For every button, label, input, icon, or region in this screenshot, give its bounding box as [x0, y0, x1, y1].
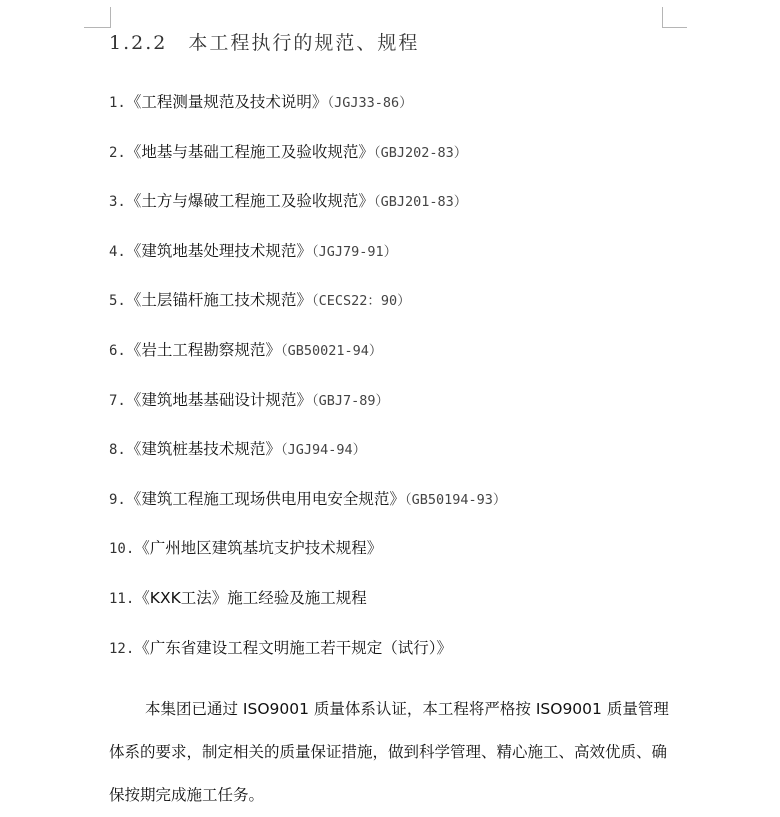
item-title: 《广东省建设工程文明施工若干规定（试行）》 — [134, 638, 453, 657]
margin-corner-right — [662, 7, 687, 28]
item-number: 1. — [109, 95, 126, 111]
item-title: 《土层锚杆施工技术规范》 — [125, 291, 312, 310]
list-item — [109, 536, 506, 586]
item-number: 6. — [109, 342, 126, 359]
item-title: 《建筑地基处理技术规范》 — [125, 241, 312, 260]
item-title: 《KXK工法》施工经验及施工规程 — [134, 588, 367, 607]
list-item — [109, 189, 506, 239]
list-item — [109, 338, 506, 388]
list-item — [109, 388, 506, 438]
section-heading: 1.2.2 本工程执行的规范、规程 — [109, 32, 420, 54]
item-code: （GBJ201-83） — [373, 194, 468, 211]
item-code: （GB50021-94） — [280, 342, 383, 359]
list-item — [109, 239, 506, 289]
item-number: 8. — [109, 442, 126, 459]
item-code: （GBJ7-89） — [311, 392, 390, 409]
body-paragraph — [109, 688, 669, 817]
item-number: 10. — [109, 541, 135, 558]
list-item — [109, 636, 506, 686]
item-number: 9. — [109, 491, 126, 508]
item-title: 《建筑桩基技术规范》 — [125, 440, 281, 459]
item-number: 12. — [109, 640, 135, 657]
item-title: 《岩土工程勘察规范》 — [125, 340, 281, 359]
item-number: 5. — [109, 293, 126, 310]
paragraph-text: 本集团已通过 ISO9001 质量体系认证，本工程将严格按 ISO9001 质量管理体系的要求，制定相关的质量保证措施，做到科学管理、精心施工、高效优质、确保按期完成施工任务。 — [109, 700, 669, 804]
item-code: （JGJ94-94） — [280, 442, 367, 459]
item-number: 3. — [109, 194, 126, 211]
item-number: 7. — [109, 392, 126, 409]
item-title: 《地基与基础工程施工及验收规范》 — [125, 142, 374, 161]
item-title: 《土方与爆破工程施工及验收规范》 — [125, 192, 374, 211]
item-number: 4. — [109, 243, 126, 260]
list-item — [109, 288, 506, 338]
item-title: 《工程测量规范及技术说明》 — [125, 93, 328, 111]
list-item — [109, 586, 506, 636]
item-number: 11. — [109, 590, 135, 607]
item-title: 《建筑地基基础设计规范》 — [125, 390, 312, 409]
item-title: 《广州地区建筑基坑支护技术规程》 — [134, 539, 383, 558]
item-number: 2. — [109, 144, 126, 161]
item-code: （JGJ79-91） — [311, 243, 398, 260]
list-item — [109, 140, 506, 190]
standards-list — [109, 90, 506, 685]
item-code: （CECS22：90） — [311, 293, 411, 310]
item-title: 《建筑工程施工现场供电用电安全规范》 — [125, 489, 405, 508]
item-code: （GB50194-93） — [404, 491, 507, 508]
item-code: （JGJ33-86） — [327, 95, 413, 111]
margin-corner-left — [84, 7, 111, 28]
list-item — [109, 90, 506, 140]
list-item — [109, 487, 506, 537]
item-code: （GBJ202-83） — [373, 144, 468, 161]
list-item — [109, 437, 506, 487]
